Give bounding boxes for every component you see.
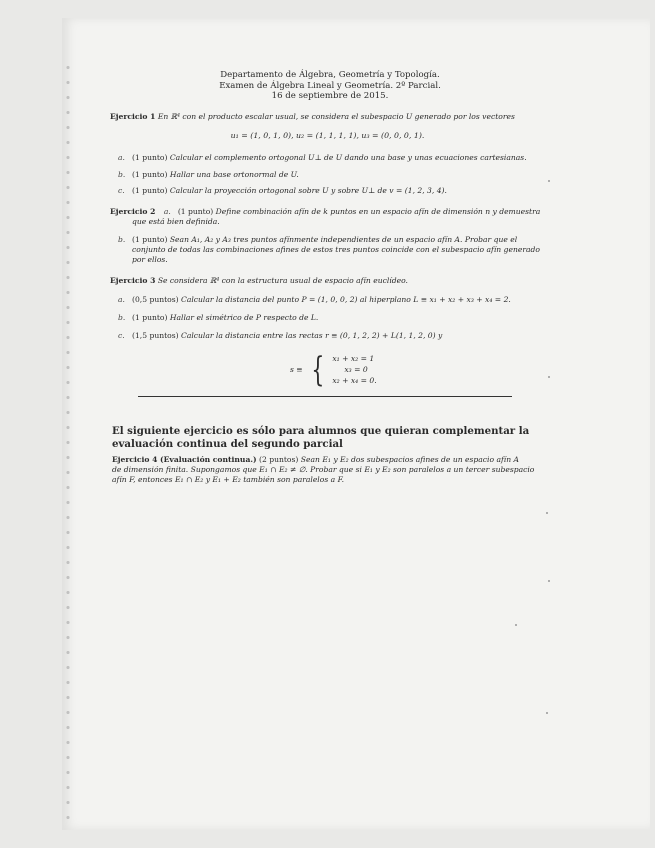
points-label: (2 puntos)	[259, 455, 299, 464]
exercise-4-line3: afín F, entonces E₁ ∩ E₂ y E₁ + E₂ también son paralelos a F.	[112, 475, 345, 484]
exercise-1-part-c	[118, 186, 548, 196]
exercise-2-part-b-line3: por ellos.	[132, 255, 168, 264]
exam-date-line: 16 de septiembre de 2015.	[271, 91, 389, 101]
department-line: Departamento de Álgebra, Geometría y Topología.	[220, 70, 440, 80]
handwritten-check-mark: c.	[118, 186, 125, 195]
exercise-2-title: Ejercicio 2	[110, 207, 156, 216]
exercise-3-statement: Se considera ℝ⁴ con la estructura usual de espacio afín euclídeo.	[157, 276, 408, 285]
scan-speck	[515, 624, 517, 626]
exercise-1-statement: En ℝ⁴ con el producto escalar usual, se considera el subespacio U generado por los vectores	[157, 112, 515, 121]
scan-speck	[548, 180, 550, 182]
handwritten-check-mark: a.	[118, 295, 125, 304]
exercise-4-line2: de dimensión finita. Supongamos que E₁ ∩ E₂ ≠ ∅. Probar que si E₁ y E₂ son paralelos a un tercer subespacio	[112, 465, 535, 474]
exercise-3-intro	[110, 276, 550, 286]
part-text: Define combinación afín de k puntos en un espacio afín de dimensión n y demuestra	[215, 207, 541, 216]
exam-title-line: Examen de Álgebra Lineal y Geometría. 2º Parcial.	[219, 80, 441, 91]
exam-header	[200, 70, 460, 102]
part-text: Calcular la distancia entre las rectas r ≡ (0, 1, 2, 2) + L(1, 1, 2, 0) y	[181, 331, 443, 340]
points-label: (1,5 puntos)	[132, 331, 179, 340]
points-label: (1 punto)	[132, 170, 168, 179]
exercise-2-part-b	[118, 235, 554, 245]
points-label: (1 punto)	[132, 235, 168, 244]
points-label: (0,5 puntos)	[132, 295, 179, 304]
handwritten-check-mark: a.	[118, 153, 125, 162]
points-label: (1 punto)	[132, 313, 168, 322]
exercise-1-part-a	[118, 153, 548, 163]
part-text: Calcular la proyección ortogonal sobre U y sobre U⊥ de v = (1, 2, 3, 4).	[169, 186, 447, 195]
points-label: (1 punto)	[132, 153, 168, 162]
system-label: s ≡	[290, 365, 303, 374]
handwritten-check-mark: b.	[118, 235, 126, 244]
scan-speck	[546, 512, 548, 514]
scan-speck	[548, 376, 550, 378]
exercise-1-title: Ejercicio 1	[110, 112, 156, 121]
points-label: (1 punto)	[132, 186, 168, 195]
binder-holes	[64, 60, 72, 820]
part-text: Hallar el simétrico de P respecto de L.	[169, 313, 319, 322]
exercise-2-part-a-continuation: que está bien definida.	[132, 217, 220, 226]
exercise-1-vectors: u₁ = (1, 0, 1, 0), u₂ = (1, 1, 1, 1), u₃ = (0, 0, 0, 1).	[230, 131, 425, 140]
line-s-equations	[290, 349, 377, 390]
handwritten-check-mark: c.	[118, 331, 125, 340]
exercise-4	[112, 455, 552, 465]
exercise-4-title: Ejercicio 4 (Evaluación continua.)	[112, 455, 257, 464]
exercise-3-title: Ejercicio 3	[110, 276, 156, 285]
exercise-3-part-c	[118, 331, 548, 341]
handwritten-check-mark: b.	[118, 170, 126, 179]
exercise-3-part-b	[118, 313, 548, 323]
system-equation: x₁ + x₂ = 1	[332, 354, 375, 363]
system-equations	[332, 353, 376, 386]
system-equation: x₂ + x₄ = 0.	[332, 376, 377, 385]
part-text: Hallar una base ortonormal de U.	[169, 170, 299, 179]
exercise-2-part-a	[110, 207, 555, 217]
left-brace: {	[311, 349, 324, 390]
handwritten-check-mark: a.	[163, 207, 171, 216]
handwritten-check-mark: b.	[118, 313, 126, 322]
exercise-3-part-a	[118, 295, 554, 305]
system-equation: x₃ = 0	[344, 365, 368, 374]
part-text: Sean A₁, A₂ y A₃ tres puntos afínmente independientes de un espacio afín A. Probar que el	[169, 235, 518, 244]
exercise-1-intro	[110, 112, 550, 122]
points-label: (1 punto)	[177, 207, 214, 216]
exercise-1-part-b	[118, 170, 548, 180]
scan-speck	[548, 580, 550, 582]
part-text: Sean E₁ y E₂ dos subespacios afines de un espacio afín A	[300, 455, 520, 464]
part-text: Calcular el complemento ortogonal U⊥ de U dando una base y unas ecuaciones cartesianas.	[169, 153, 527, 162]
continuous-evaluation-heading: El siguiente ejercicio es sólo para alumnos que quieran complementar la evaluación continua del segundo parcial	[112, 425, 530, 450]
scan-speck	[546, 712, 548, 714]
exercise-2-part-b-line2: conjunto de todas las combinaciones afines de estos tres puntos coincide con el subespacio afín generado	[132, 245, 540, 254]
part-text: Calcular la distancia del punto P = (1, 0, 0, 2) al hiperplano L ≡ x₁ + x₂ + x₃ + x₄ = 2.	[181, 295, 511, 304]
section-divider	[138, 396, 512, 397]
